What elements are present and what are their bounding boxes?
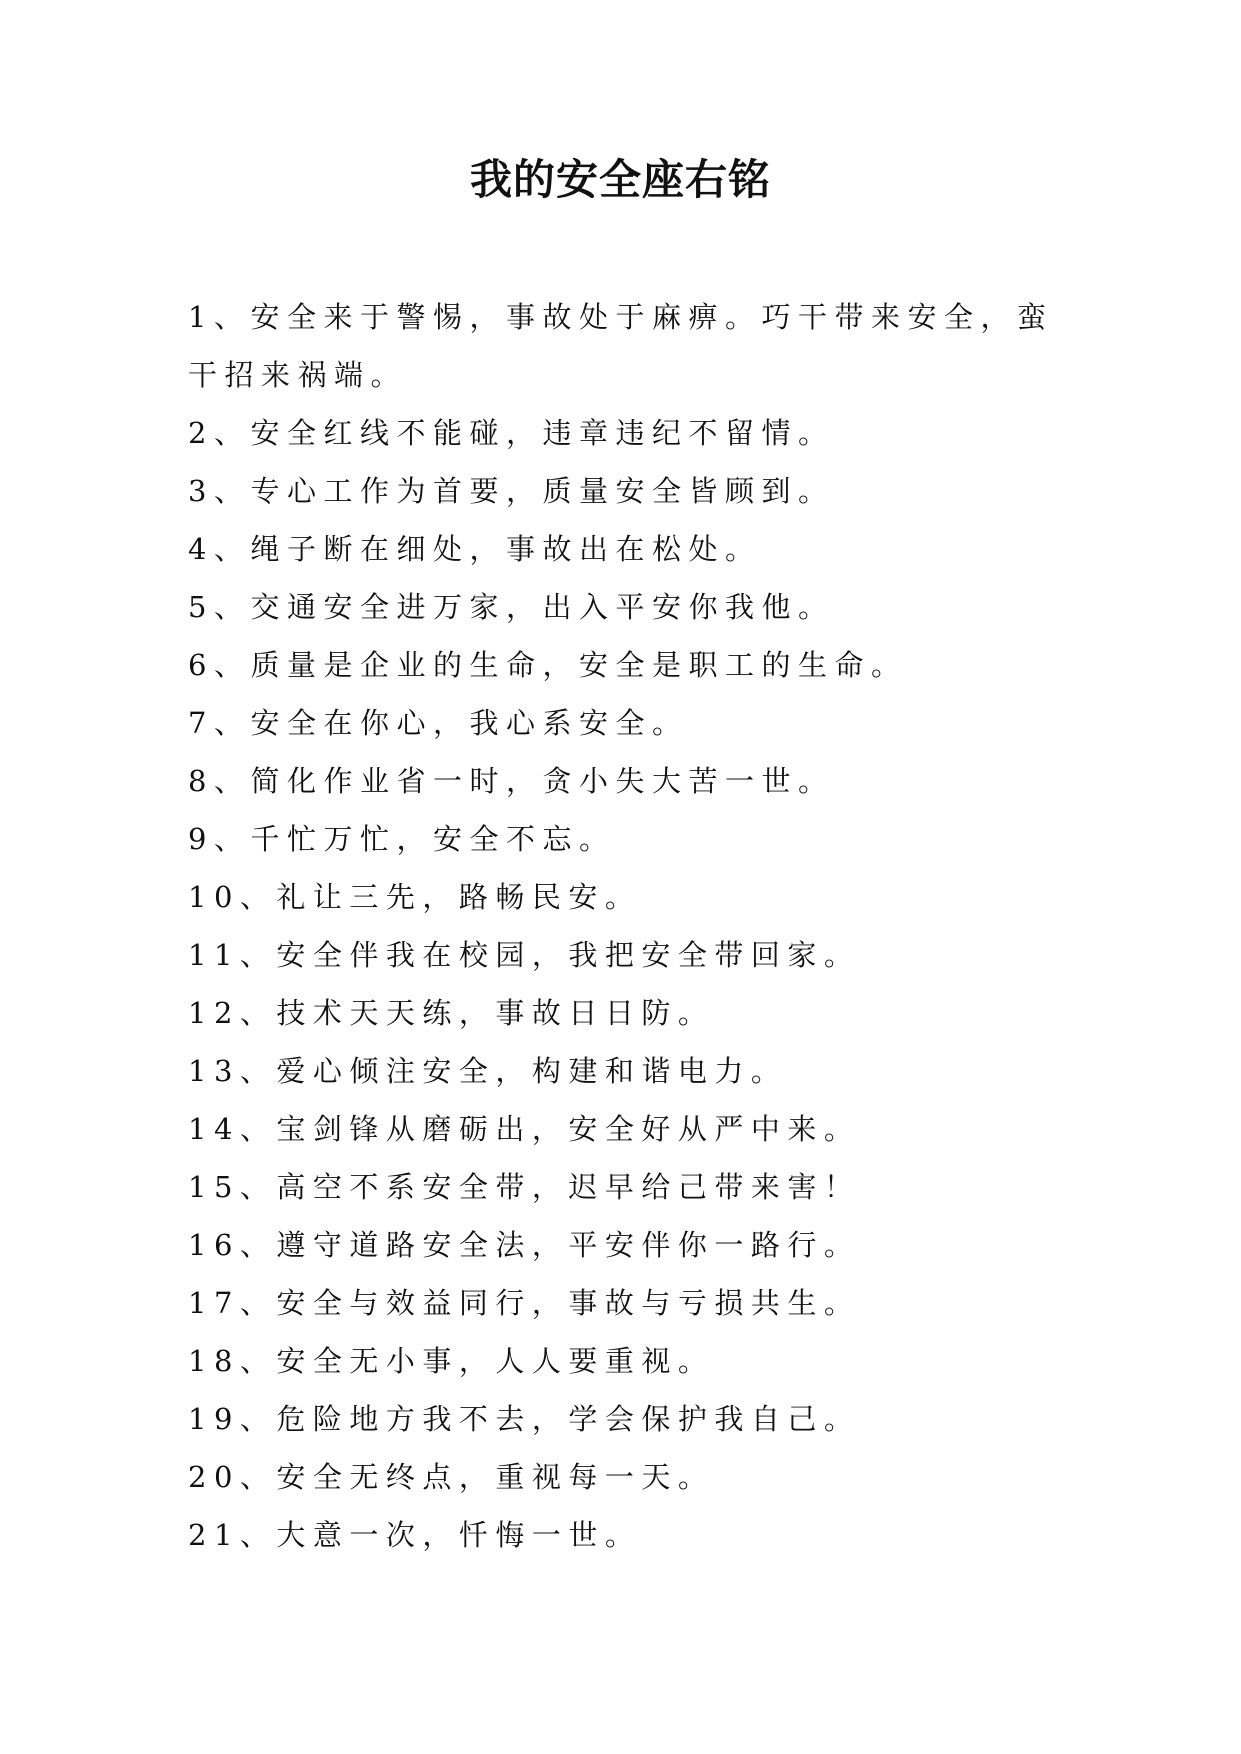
- motto-item: 9、千忙万忙，安全不忘。: [188, 822, 616, 856]
- motto-item: 16、遵守道路安全法，平安伴你一路行。: [188, 1228, 861, 1262]
- motto-item: 20、安全无终点，重视每一天。: [188, 1460, 715, 1494]
- motto-item: 17、安全与效益同行，事故与亏损共生。: [188, 1286, 861, 1320]
- motto-item: 21、大意一次，忏悔一世。: [188, 1518, 642, 1552]
- motto-item: 11、安全伴我在校园，我把安全带回家。: [188, 938, 861, 972]
- motto-item: 12、技术天天练，事故日日防。: [188, 996, 715, 1030]
- motto-item: 18、安全无小事，人人要重视。: [188, 1344, 715, 1378]
- motto-list: [188, 288, 1058, 1564]
- motto-item: 7、安全在你心，我心系安全。: [188, 706, 689, 740]
- motto-item: 10、礼让三先，路畅民安。: [188, 880, 642, 914]
- motto-item: 4、绳子断在细处，事故出在松处。: [188, 532, 762, 566]
- motto-item: 5、交通安全进万家，出入平安你我他。: [188, 590, 835, 624]
- motto-item: 6、质量是企业的生命，安全是职工的生命。: [188, 648, 908, 682]
- motto-item: 15、高空不系安全带，迟早给己带来害！: [188, 1170, 861, 1204]
- motto-item: 14、宝剑锋从磨砺出，安全好从严中来。: [188, 1112, 861, 1146]
- motto-item: 3、专心工作为首要，质量安全皆顾到。: [188, 474, 835, 508]
- motto-item: 8、简化作业省一时，贪小失大苦一世。: [188, 764, 835, 798]
- motto-item: 2、安全红线不能碰，违章违纪不留情。: [188, 416, 835, 450]
- motto-item: 13、爱心倾注安全，构建和谐电力。: [188, 1054, 788, 1088]
- motto-item: 19、危险地方我不去，学会保护我自己。: [188, 1402, 861, 1436]
- motto-item: 1、安全来于警惕，事故处于麻痹。巧干带来安全，蛮干招来祸端。: [188, 300, 1054, 392]
- document-title: 我的安全座右铭: [469, 155, 771, 204]
